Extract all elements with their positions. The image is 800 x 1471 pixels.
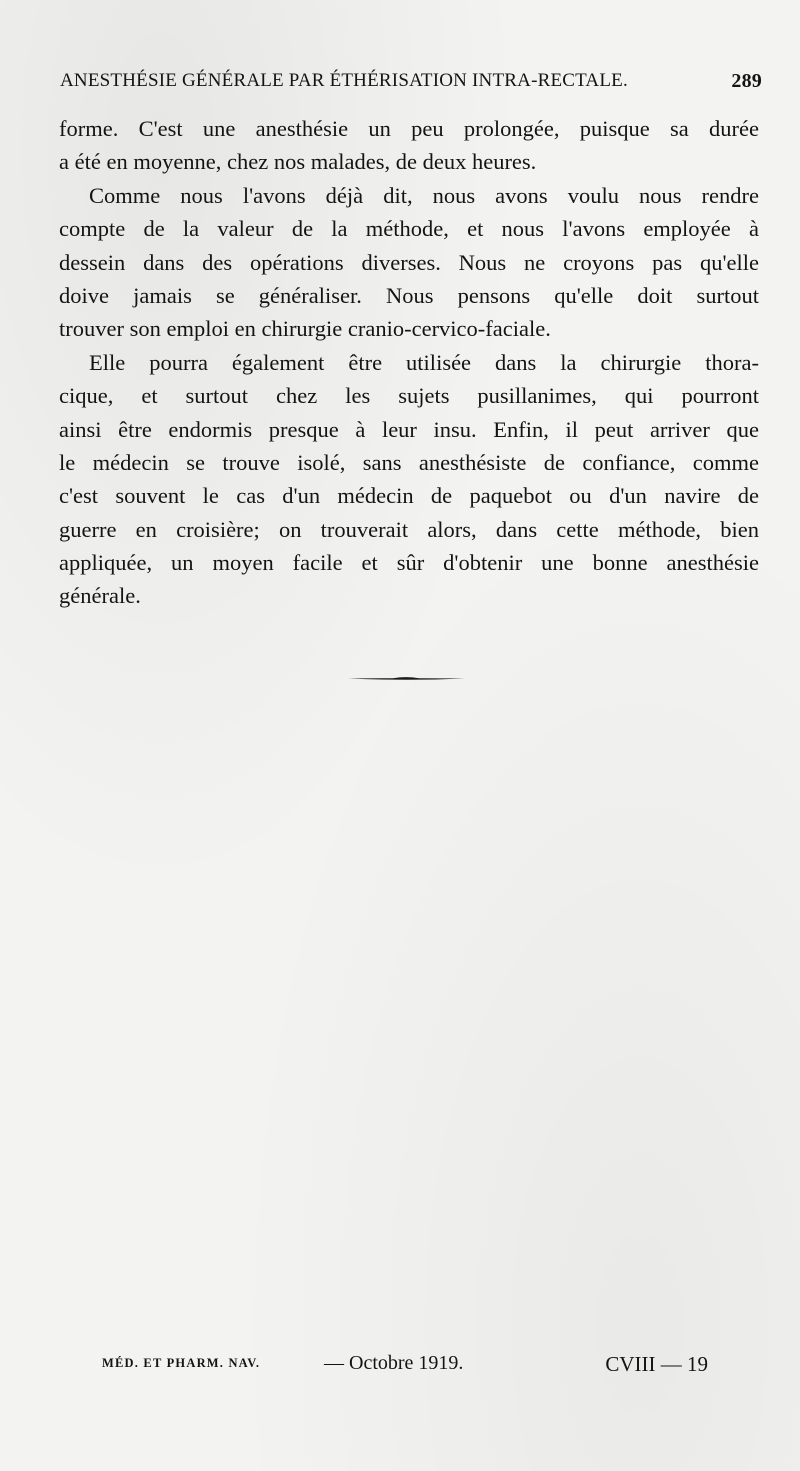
running-title: ANESTHÉSIE GÉNÉRALE PAR ÉTHÉRISATION INTRA-RECTALE. — [60, 70, 628, 91]
text-line: cique, et surtout chez les sujets pusillanimes, qui pourront — [59, 383, 759, 409]
page-footer — [102, 1352, 708, 1384]
text-line: trouver son emploi en chirurgie cranio-cervico-faciale. — [59, 316, 551, 342]
body-text — [59, 112, 759, 613]
paragraph-start-line: Elle pourra également être utilisée dans la chirurgie thora- — [89, 349, 759, 375]
text-line: guerre en croisière; on trouverait alors, dans cette méthode, bien — [59, 516, 759, 542]
text-line: a été en moyenne, chez nos malades, de deux heures. — [59, 149, 537, 175]
running-head — [60, 70, 762, 100]
text-line: doive jamais se généraliser. Nous pensons qu'elle doit surtout — [59, 282, 759, 308]
text-line: ainsi être endormis presque à leur insu. Enfin, il peut arriver que — [59, 416, 759, 442]
text-line: le médecin se trouve isolé, sans anesthésiste de confiance, comme — [59, 449, 759, 475]
printer-signature: CVIII — 19 — [605, 1352, 708, 1376]
section-separator-rule — [348, 676, 465, 681]
text-line: générale. — [59, 583, 141, 609]
text-line: c'est souvent le cas d'un médecin de paquebot ou d'un navire de — [59, 483, 759, 509]
journal-abbreviation: MÉD. ET PHARM. NAV. — [102, 1356, 261, 1370]
text-line: forme. C'est une anesthésie un peu prolongée, puisque sa durée — [59, 116, 759, 141]
text-line: appliquée, un moyen facile et sûr d'obtenir une bonne anesthésie — [59, 550, 759, 576]
page-number: 289 — [731, 70, 762, 92]
text-line: compte de la valeur de la méthode, et nous l'avons employée à — [59, 216, 759, 242]
issue-date: — Octobre 1919. — [324, 1352, 464, 1374]
text-line: dessein dans des opérations diverses. Nous ne croyons pas qu'elle — [59, 249, 759, 275]
paragraph-start-line: Comme nous l'avons déjà dit, nous avons voulu nous rendre — [89, 182, 759, 208]
